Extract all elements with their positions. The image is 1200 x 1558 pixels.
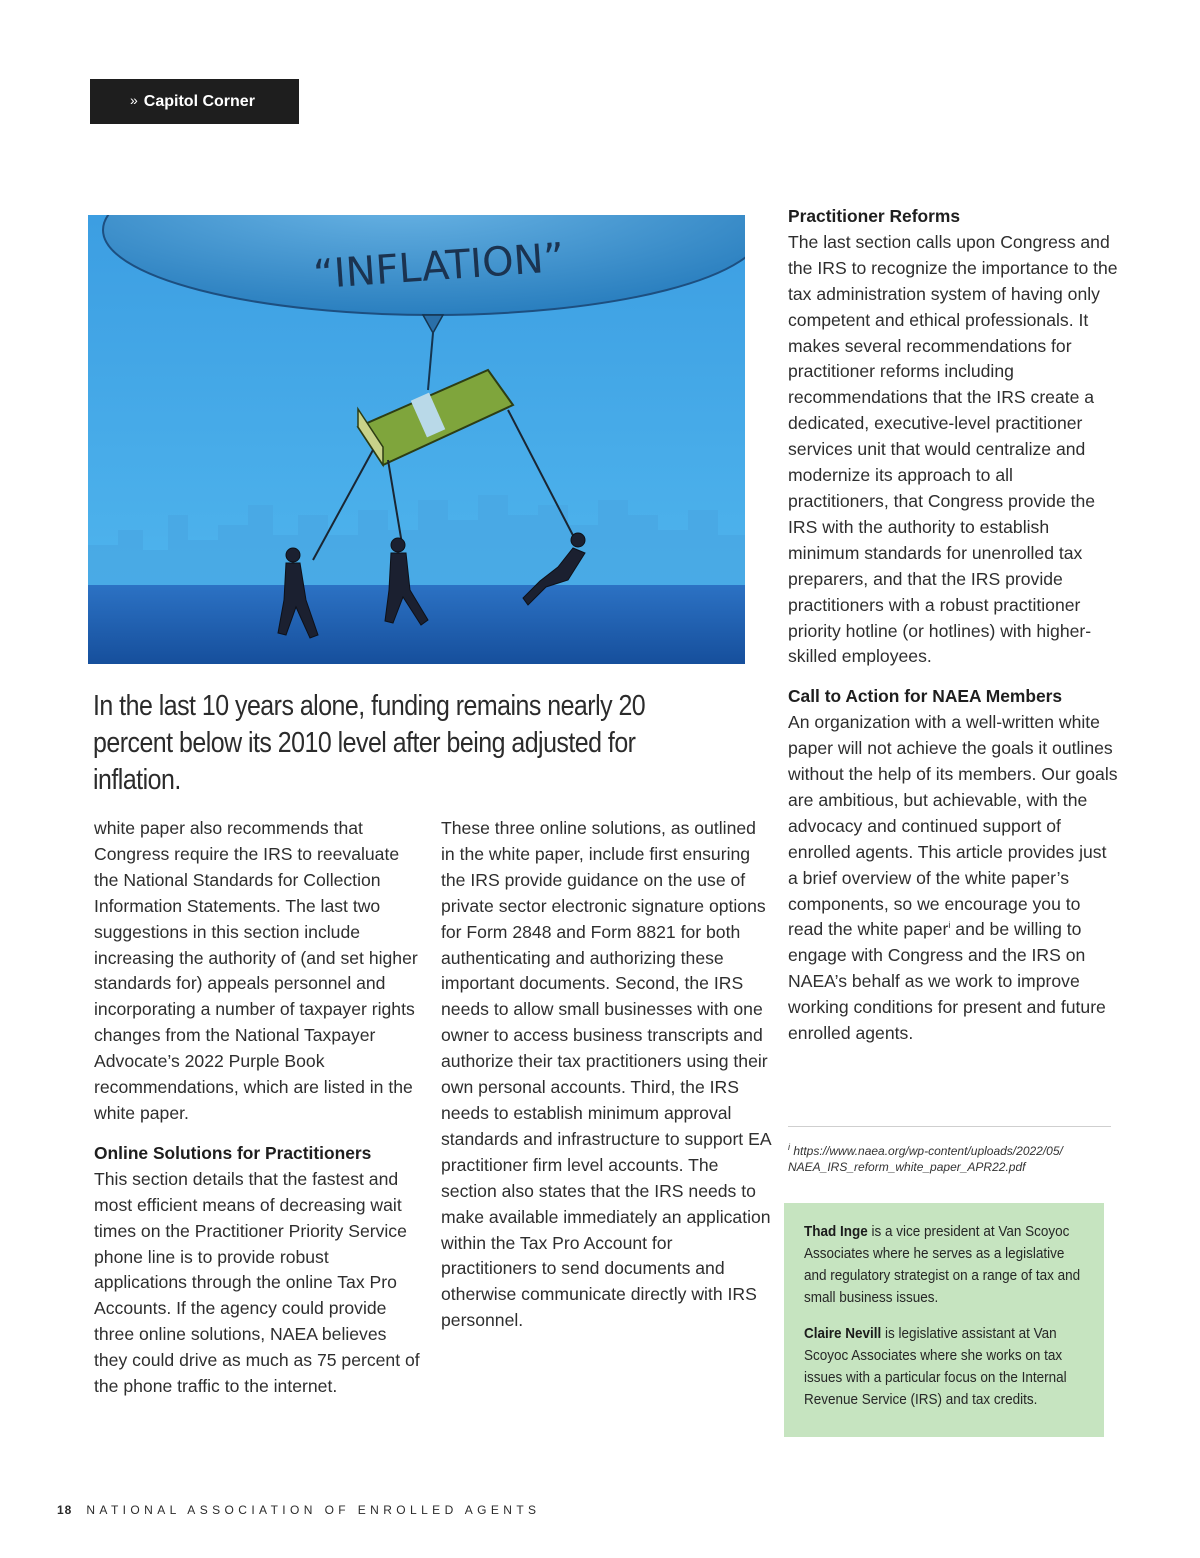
footnote-marker: i	[788, 1142, 790, 1152]
heading-online-solutions: Online Solutions for Practitioners	[94, 1142, 372, 1163]
col3-paragraph-2-part-a: An organization with a well-written white paper will not achieve the goals it outlines without the help of its members. Our goals are ambitious, but achievable, with the advocacy and continued support of enrolled agents. This article provides just a brief overview of the white paper’s components, so we encourage you to read the white paper	[788, 712, 1118, 940]
footnote	[788, 1143, 1108, 1175]
illustration-graphic	[88, 215, 745, 664]
column-2	[441, 816, 771, 1334]
bio-name: Claire Nevill	[804, 1325, 882, 1342]
author-bio-box	[784, 1203, 1104, 1437]
heading-call-to-action: Call to Action for NAEA Members	[788, 686, 1063, 707]
col3-paragraph-1: The last section calls upon Congress and the IRS to recognize the importance to the tax administration system of having only competent and ethical professionals. It makes several recommendations for practitioner reforms including recommendations that the IRS create a dedicated, executive-level practitioner services unit that would centralize and modernize its approach to all practitioners, that Congress provide the IRS with the authority to establish minimum standards for unenrolled tax preparers, and that the IRS provide practitioners with a robust practitioner priority hotline (or hotlines) with higher-skilled employees.	[788, 231, 1118, 667]
footnote-ref: i	[948, 920, 951, 931]
col3-paragraph-2	[788, 710, 1118, 1047]
section-tab	[90, 79, 299, 124]
footnote-url[interactable]: https://www.naea.org/wp-content/uploads/2022/05/ NAEA_IRS_reform_white_paper_APR22.pdf	[788, 1144, 1063, 1174]
col1-paragraph-1: white paper also recommends that Congress require the IRS to reevaluate the National Standards for Collection Information Statements. The last two suggestions in this section include increasing the authority of (and set higher standards for) appeals personnel and incorporating a number of taxpayer rights changes from the National Taxpayer Advocate’s 2022 Purple Book recommendations, which are listed in the white paper.	[94, 818, 418, 1123]
balloon-label: “INFLATION”	[311, 234, 566, 299]
publication-name: NATIONAL ASSOCIATION OF ENROLLED AGENTS	[86, 1503, 541, 1517]
bio-thad-inge	[804, 1221, 1085, 1309]
col3-paragraph-2-part-b: and be willing to engage with Congress and the IRS on NAEA’s behalf as we work to improve working conditions for present and future enrolled agents.	[788, 919, 1106, 1044]
bio-text: is legislative assistant at Van Scoyoc Associates where she works on tax issues with a particular focus on the Internal Revenue Service (IRS) and tax credits.	[804, 1325, 1067, 1408]
col2-paragraph-1: These three online solutions, as outlined in the white paper, include first ensuring the IRS provide guidance on the use of private sector electronic signature options for Form 2848 and Form 8821 for both authenticating and authorizing these important documents. Second, the IRS needs to allow small businesses with one owner to access business transcripts and authorize their tax practitioners using their own personal accounts. Third, the IRS needs to establish minimum approval standards and infrastructure to support EA practitioner firm level accounts. The section also states that the IRS needs to make available immediately an application within the Tax Pro Account for practitioners to send documents and otherwise communicate directly with IRS personnel.	[441, 818, 771, 1331]
section-label: Capitol Corner	[143, 92, 255, 110]
column-1	[94, 816, 424, 1400]
col1-paragraph-2: This section details that the fastest and most efficient means of decreasing wait times on the Practitioner Priority Service phone line is to provide robust applications through the online Tax Pro Accounts. If the agency could provide three online solutions, NAEA believes they could drive as much as 75 percent of the phone traffic to the internet.	[94, 1168, 420, 1397]
bio-name: Thad Inge	[804, 1223, 868, 1240]
bio-text: is a vice president at Van Scoyoc Associates where he serves as a legislative and regulatory strategist on a range of tax and small business issues.	[804, 1223, 1081, 1306]
pull-quote: In the last 10 years alone, funding remains nearly 20 percent below its 2010 level after being adjusted for inflation.	[93, 690, 646, 796]
footnote-divider	[788, 1126, 1111, 1127]
page-footer	[57, 1503, 540, 1517]
bio-claire-nevill	[804, 1323, 1085, 1411]
column-3	[788, 204, 1118, 1047]
inflation-illustration	[88, 215, 745, 664]
heading-practitioner-reforms: Practitioner Reforms	[788, 206, 961, 226]
page-number: 18	[57, 1503, 73, 1517]
double-chevron-icon: »	[130, 91, 138, 108]
